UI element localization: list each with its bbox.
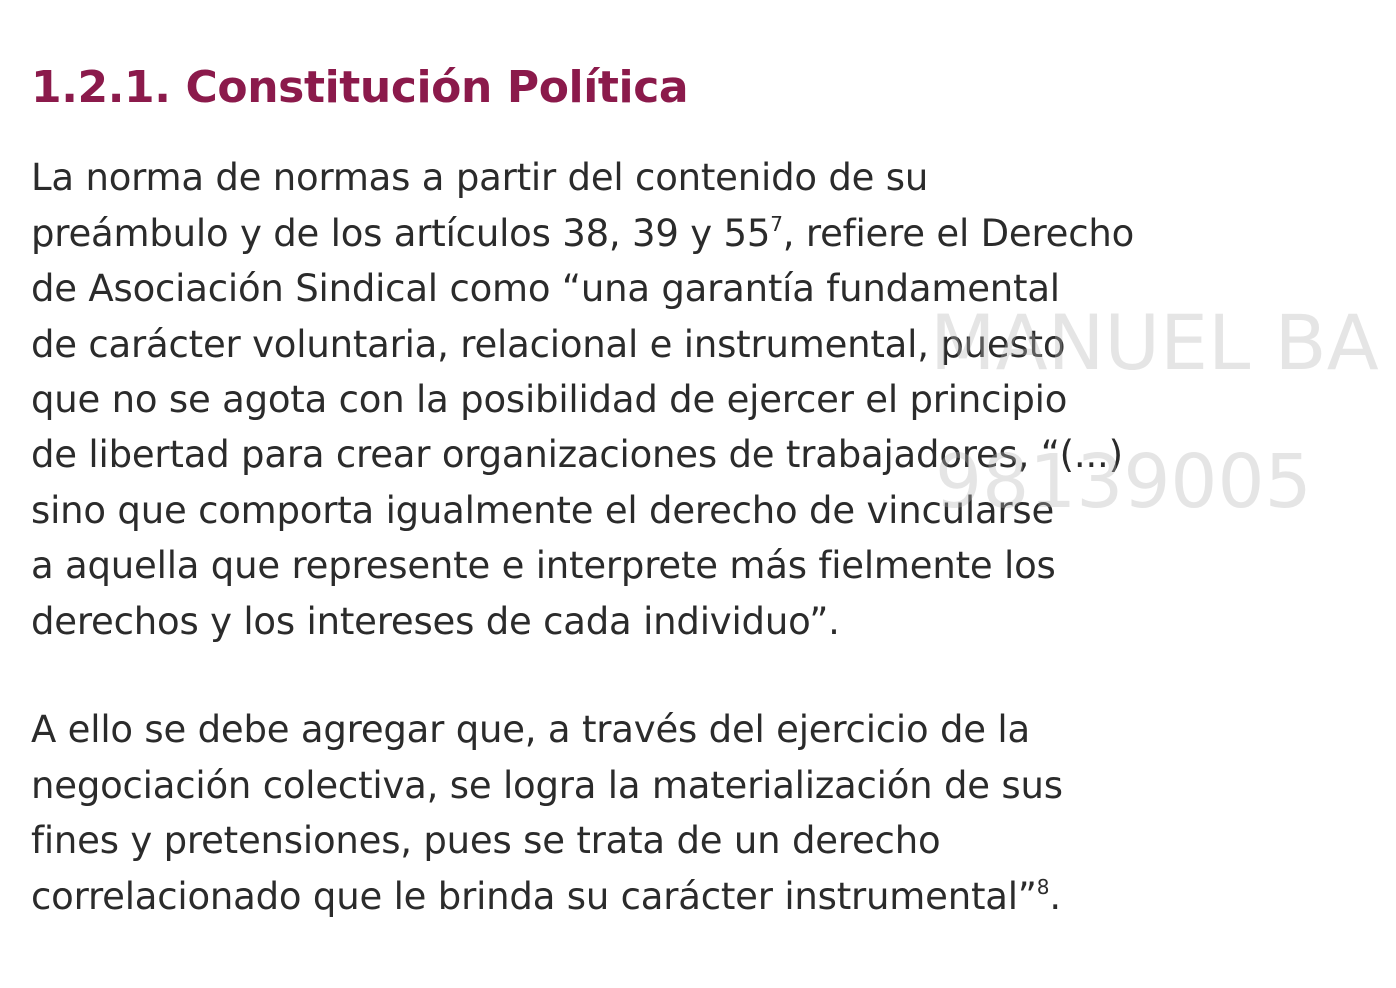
paragraph-line: A ello se debe agregar que, a través del ejercicio de la bbox=[31, 708, 1030, 751]
watermark-id: 98139005 bbox=[935, 439, 1312, 525]
paragraph-line: de Asociación Sindical como “una garantía fundamental bbox=[31, 267, 1060, 310]
watermark-name: MANUEL BA bbox=[930, 298, 1379, 387]
text-span: . bbox=[1049, 875, 1061, 918]
text-span: preámbulo y de los artículos 38, 39 y 55 bbox=[31, 212, 771, 255]
paragraph-line bbox=[31, 872, 1061, 922]
paragraph-line: sino que comporta igualmente el derecho de vincularse bbox=[31, 489, 1055, 532]
paragraph-line: de libertad para crear organizaciones de trabajadores, “(...) bbox=[31, 433, 1123, 476]
footnote-ref-7[interactable]: 7 bbox=[770, 211, 783, 236]
paragraph-line: fines y pretensiones, pues se trata de un derecho bbox=[31, 819, 941, 862]
paragraph-line: de carácter voluntaria, relacional e instrumental, puesto bbox=[31, 323, 1066, 366]
paragraph-line: a aquella que represente e interprete más fielmente los bbox=[31, 544, 1056, 587]
paragraph-line: que no se agota con la posibilidad de ejercer el principio bbox=[31, 378, 1068, 421]
paragraph-line: La norma de normas a partir del contenido de su bbox=[31, 156, 929, 199]
paragraph-line: derechos y los intereses de cada individuo”. bbox=[31, 600, 840, 643]
section-heading: 1.2.1. Constitución Política bbox=[31, 62, 689, 113]
text-span: , refiere el Derecho bbox=[782, 212, 1135, 255]
text-span: correlacionado que le brinda su carácter instrumental” bbox=[31, 875, 1037, 918]
footnote-ref-8[interactable]: 8 bbox=[1036, 874, 1050, 899]
paragraph-line bbox=[31, 209, 1134, 259]
paragraph-line: negociación colectiva, se logra la materialización de sus bbox=[31, 764, 1063, 807]
